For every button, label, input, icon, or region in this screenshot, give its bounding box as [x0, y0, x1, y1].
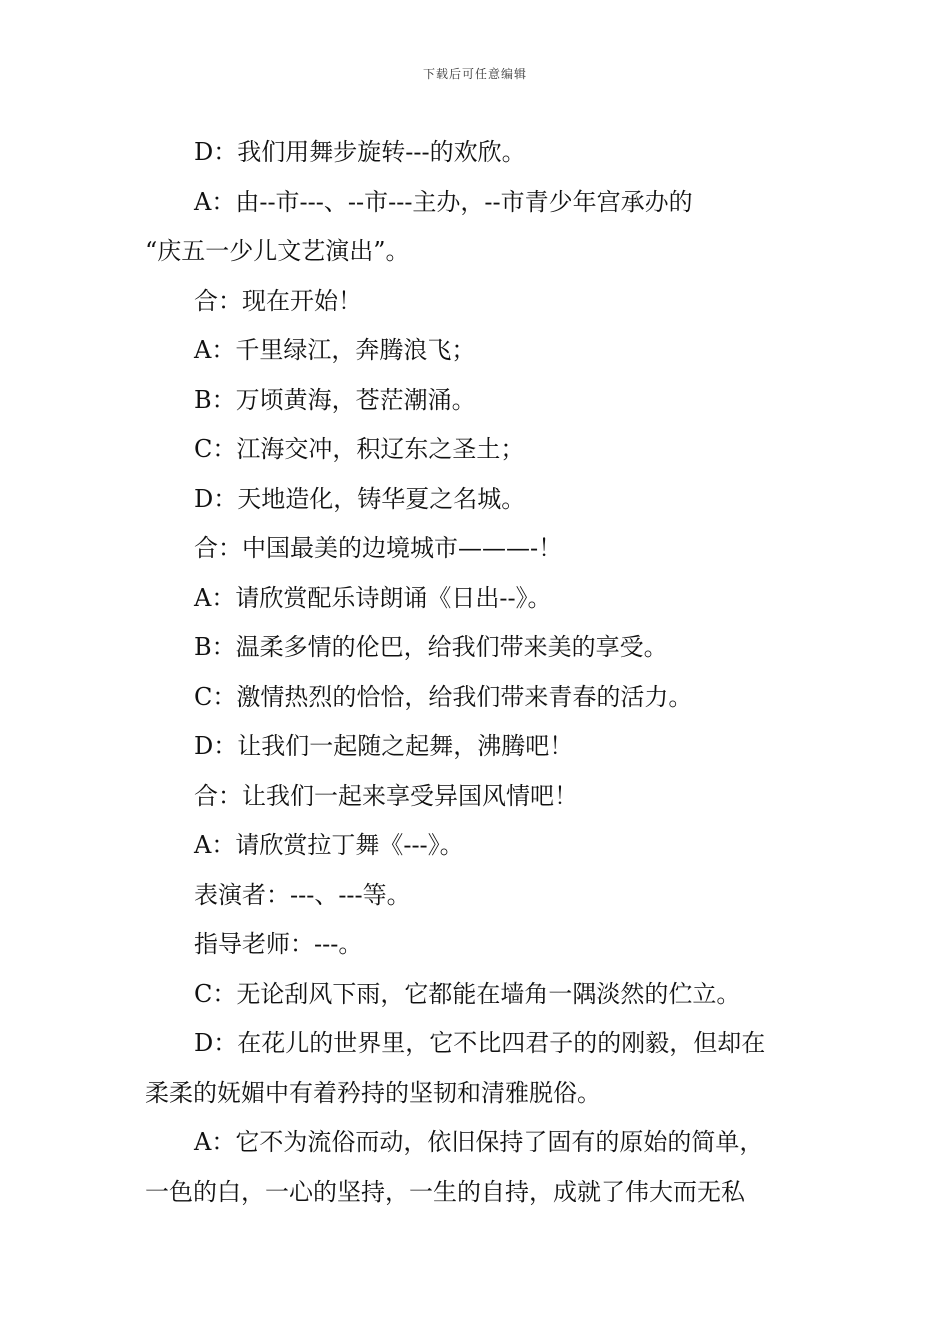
script-line: D：让我们一起随之起舞，沸腾吧！ — [194, 732, 574, 760]
script-line: B：温柔多情的伦巴，给我们带来美的享受。 — [194, 633, 668, 661]
script-line: 合：现在开始！ — [194, 286, 362, 315]
script-line: D：我们用舞步旋转---的欢欣。 — [194, 138, 526, 166]
script-line: C：无论刮风下雨，它都能在墙角一隅淡然的伫立。 — [194, 979, 741, 1008]
script-line: D：在花儿的世界里，它不比四君子的的刚毅，但却在 — [194, 1029, 766, 1057]
page-header: 下载后可任意编辑 — [422, 67, 527, 81]
script-line: C：激情热烈的恰恰，给我们带来青春的活力。 — [194, 682, 693, 711]
instructor-line: 指导老师：---。 — [194, 930, 363, 958]
document-body — [145, 128, 810, 1217]
script-line: B：万顷黄海，苍茫潮涌。 — [194, 385, 476, 414]
script-line: D：天地造化，铸华夏之名城。 — [194, 484, 526, 513]
performer-line: 表演者：---、---等。 — [194, 880, 411, 909]
script-line: A：由--市---、--市---主办，--市青少年宫承办的 — [194, 187, 693, 216]
script-line: A：请欣赏拉丁舞《---》。 — [194, 831, 464, 859]
script-line: A：请欣赏配乐诗朗诵《日出--》。 — [194, 583, 552, 612]
script-line-continuation: 柔柔的妩媚中有着矜持的坚韧和清雅脱俗。 — [145, 1078, 601, 1107]
script-line-continuation: 一色的白，一心的坚持，一生的自持，成就了伟大而无私 — [145, 1177, 745, 1206]
script-line-continuation: “庆五一少儿文艺演出”。 — [145, 237, 410, 265]
script-line: 合：让我们一起来享受异国风情吧！ — [194, 781, 578, 810]
script-line: 合：中国最美的边境城市———-！ — [194, 534, 563, 562]
script-line: C：江海交冲，积辽东之圣土； — [194, 435, 525, 463]
script-line: A：千里绿江，奔腾浪飞； — [194, 336, 476, 364]
script-line: A：它不为流俗而动，依旧保持了固有的原始的简单， — [194, 1128, 764, 1156]
